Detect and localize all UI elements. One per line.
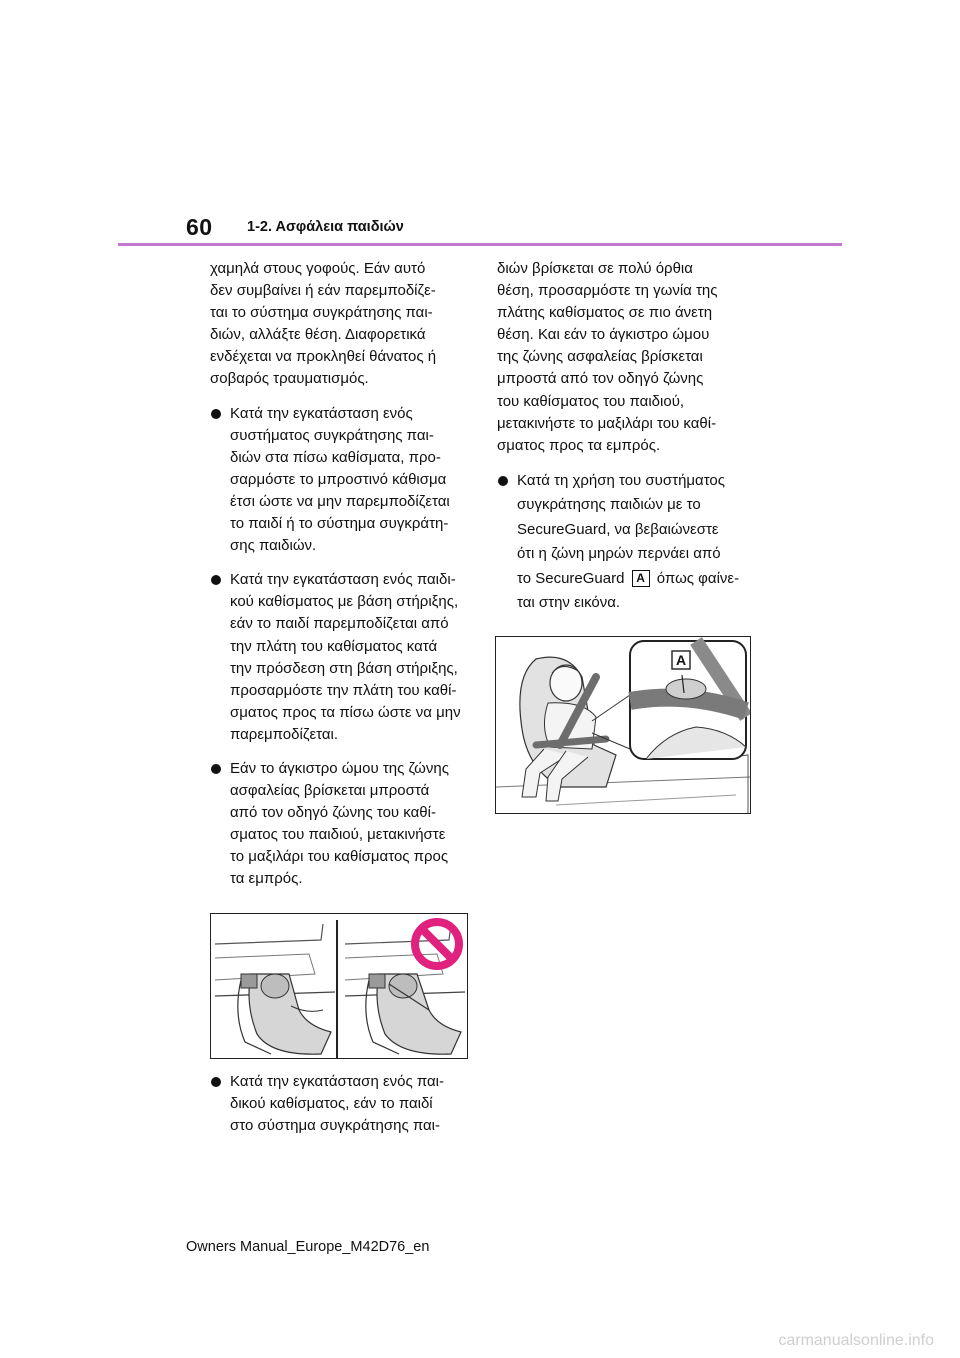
section-title: 1-2. Ασφάλεια παιδιών <box>247 219 404 235</box>
continued-paragraph: διών βρίσκεται σε πολύ όρθια θέση, προσαρμόστε τη γωνία της πλάτης καθίσματος σε πιο άνετη θέση. Και εάν το άγκιστρο ώμου της ζώνης ασφαλείας βρίσκεται μπροστά από τον οδηγό ζώνης του καθίσματος του παιδιού, μετακινήστε το μαξιλάρι του καθί- σματος προς τα εμπρός. <box>497 260 718 454</box>
reference-label-a: A <box>632 570 650 587</box>
right-column <box>497 258 759 826</box>
bullet-item: Κατά την εγκατάσταση ενός συστήματος συγκράτησης παι- διών στα πίσω καθίσματα, προ- σαρμόστε το μπροστινό κάθισμα έτσι ώστε να μην παρεμποδίζεται το παιδί ή το σύστημα συγκράτη- σης παιδιών. <box>210 403 472 558</box>
secureguard-bullet: Κατά τη χρήση του συστήματος συγκράτησης παιδιών με το SecureGuard, να βεβαιώνεστε ότι η ζώνη μηρών περνάει από το SecureGuard A όπως φαίνε- ται στην εικόνα. <box>497 469 759 616</box>
bullet-icon <box>211 764 221 774</box>
prohibition-icon <box>415 922 459 966</box>
bullet-item: Κατά την εγκατάσταση ενός παι- δικού καθίσματος, εάν το παιδί στο σύστημα συγκράτησης παι- <box>210 1071 472 1137</box>
bullet-item: Κατά την εγκατάσταση ενός παιδι- κού καθίσματος με βάση στήριξης, εάν το παιδί παρεμποδίζεται από την πλάτη του καθίσματος κατά την πρόσδεση στη βάση στήριξης, προσαρμόστε την πλάτη του καθί- σματος προς τα πίσω ώστε να μην παρεμποδίζεται. <box>210 569 472 746</box>
watermark[interactable]: carmanualsonline.info <box>778 1332 934 1349</box>
bullet-icon <box>211 409 221 419</box>
bullet-item: Εάν το άγκιστρο ώμου της ζώνης ασφαλείας βρίσκεται μπροστά από τον οδηγό ζώνης του καθί- σματος του παιδιού, μετακινήστε το μαξιλάρι του καθίσματος προς τα εμπρός. <box>210 758 472 891</box>
bullet-icon <box>498 476 508 486</box>
intro-paragraph: χαμηλά στους γοφούς. Εάν αυτό δεν συμβαίνει ή εάν παρεμποδίζε- ται το σύστημα συγκράτησης παι- διών, αλλάξτε θέση. Διαφορετικά ενδέχεται να προκληθεί θάνατος ή σοβαρός τραυματισμός. <box>210 260 437 388</box>
child-seat-comparison-svg <box>211 914 467 1058</box>
child-seat-comparison-illustration <box>210 913 468 1059</box>
header-divider <box>118 243 842 246</box>
bullet-icon <box>211 575 221 585</box>
secureguard-illustration <box>495 636 751 814</box>
left-column <box>210 258 472 1149</box>
secureguard-svg <box>496 637 750 813</box>
figure-label-a: A <box>675 651 687 668</box>
bullet-icon <box>211 1077 221 1087</box>
page-number: 60 <box>186 214 213 240</box>
footer-text: Owners Manual_Europe_M42D76_en <box>186 1239 430 1255</box>
